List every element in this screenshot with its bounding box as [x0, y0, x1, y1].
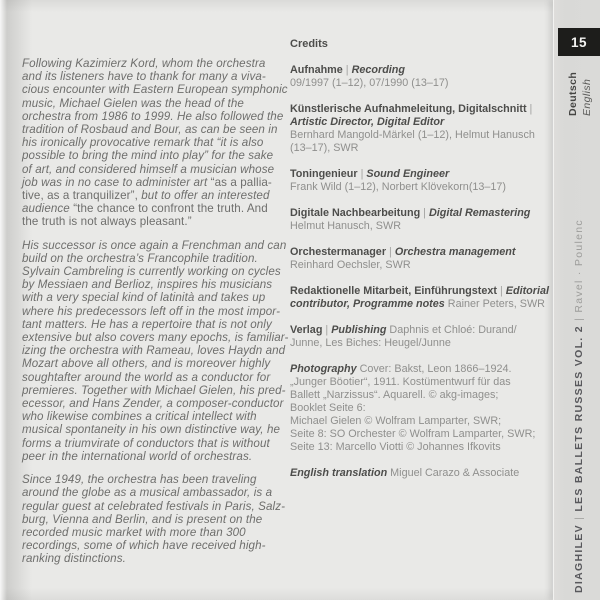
text-segment: where his predecessors left off in the most impor- — [22, 304, 281, 318]
credits-line — [290, 467, 554, 480]
article-line — [22, 450, 290, 463]
page-number: 15 — [570, 34, 588, 50]
credits-line — [290, 337, 554, 350]
text-segment: (13–17), SWR — [290, 142, 359, 154]
text-segment: Orchestra management — [394, 246, 516, 258]
credits-block — [290, 324, 554, 350]
language-label-english: English — [581, 78, 593, 116]
article-line — [22, 552, 290, 565]
text-segment: Since 1949, the orchestra has been traveling — [22, 473, 257, 487]
article-line — [22, 57, 290, 70]
text-segment: Helmut Hanusch, SWR — [290, 220, 402, 232]
article-line — [22, 526, 290, 539]
article-column — [22, 57, 290, 576]
text-segment: Publishing — [331, 324, 387, 336]
credits-line — [290, 103, 554, 116]
article-line — [22, 70, 290, 83]
article-line — [22, 110, 290, 123]
credits-line — [290, 441, 554, 454]
text-segment: Sylvain Cambreling is currently working on cycles — [22, 265, 281, 279]
article-line — [22, 539, 290, 552]
text-segment: Digital Remastering — [429, 207, 531, 219]
page-number-box — [558, 28, 600, 56]
article-line — [22, 397, 290, 410]
credits-line — [290, 402, 554, 415]
article-line — [22, 384, 290, 397]
credits-line — [290, 168, 554, 181]
article-line — [22, 423, 290, 436]
article-line — [22, 215, 290, 228]
spine-title-segment: LES BALLETS RUSSES VOL. 2 — [573, 325, 585, 512]
credits-block — [290, 168, 554, 194]
credits-block — [290, 285, 554, 311]
credits-line — [290, 415, 554, 428]
text-segment: who likewise combines a critical intellect with — [22, 410, 257, 424]
credits-line — [290, 285, 554, 298]
text-segment: Daphnis et Chloé: Durand/ — [386, 324, 517, 336]
credits-block — [290, 363, 554, 454]
text-segment: Bernhard Mangold-Märkel (1–12), Helmut Hanusch — [290, 129, 535, 141]
text-segment: cious encounter with Eastern European symphonic — [22, 83, 288, 97]
text-segment: Mozart above all others, and is moreover highly — [22, 357, 271, 371]
language-tab — [566, 62, 596, 116]
credits-line — [290, 389, 554, 402]
text-segment: regular guest at celebrated festivals in Paris, Salz- — [22, 499, 286, 513]
credits-block — [290, 64, 554, 90]
text-segment: orchestra from 1986 to 1999. He also followed the — [22, 109, 284, 123]
credits-line — [290, 181, 554, 194]
spine-title-segment: Ravel · Poulenc — [573, 219, 585, 313]
text-segment: his ironically provocative remark that “it is also — [22, 136, 264, 150]
text-segment: possible to bring the mind into play” for the sake — [22, 149, 274, 163]
text-segment: Digitale Nachbearbeitung — [290, 207, 421, 219]
article-line — [22, 291, 290, 304]
article-line — [22, 123, 290, 136]
text-segment: „Junger Böotier“, 1911. Kostümentwurf für das — [290, 376, 511, 388]
text-segment: Reinhard Oechsler, SWR — [290, 259, 411, 271]
text-segment: build on the orchestra’s Francophile tradition. — [22, 251, 258, 265]
credits-line — [290, 324, 554, 337]
text-segment: ecessor, and Hans Zender, a composer-conductor — [22, 397, 284, 411]
credits-block — [290, 103, 554, 155]
text-segment: Michael Gielen © Wolfram Lamparter, SWR; — [290, 415, 502, 427]
text-segment: Künstlerische Aufnahmeleitung, Digitalschnitt — [290, 103, 527, 115]
text-segment: contributor, Programme notes — [290, 298, 445, 310]
text-segment: tradition of Rosbaud and Bour, as can be seen in — [22, 123, 278, 137]
text-segment: Seite 13: Marcello Viotti © Johannes Ifkovits — [290, 441, 501, 453]
credits-heading: Credits — [290, 38, 328, 50]
spine-title-segment: | — [573, 511, 585, 525]
credits-line — [290, 220, 554, 233]
spine-title-segment: DIAGHILEV — [573, 524, 585, 593]
credits-line — [290, 142, 554, 155]
article-line — [22, 163, 290, 176]
text-segment: recorded music market with more than 300 — [22, 525, 246, 539]
credits-block — [290, 207, 554, 233]
text-segment: Recording — [351, 64, 405, 76]
article-line — [22, 318, 290, 331]
article-line — [22, 278, 290, 291]
credits-line — [290, 116, 554, 129]
text-segment: burg, Vienna and Berlin, and is present on the — [22, 512, 263, 526]
article-line — [22, 473, 290, 486]
text-segment: Frank Wild (1–12), Norbert Klövekorn(13–17) — [290, 181, 507, 193]
credits-line — [290, 246, 554, 259]
text-segment: of art, and considered himself a musician whose — [22, 162, 275, 176]
text-segment: Booklet Seite 6: — [290, 402, 366, 414]
paragraph — [22, 473, 290, 565]
credits-block — [290, 246, 554, 272]
text-segment: | — [342, 64, 352, 76]
article-line — [22, 331, 290, 344]
text-segment: but to offer an interested — [137, 189, 270, 203]
language-label-deutsch: Deutsch — [567, 71, 579, 116]
article-line — [22, 202, 290, 215]
text-segment: “as a pallia- — [210, 175, 272, 189]
text-segment: | — [496, 285, 506, 297]
text-segment: premieres. Together with Michael Gielen, his pred- — [22, 383, 286, 397]
text-segment: Toningenieur — [290, 168, 358, 180]
credits-line — [290, 129, 554, 142]
credits-block — [290, 467, 554, 480]
article-line — [22, 344, 290, 357]
article-line — [22, 513, 290, 526]
text-segment: Verlag — [290, 324, 323, 336]
article-line — [22, 265, 290, 278]
credits-line — [290, 77, 554, 90]
text-segment: | — [420, 207, 429, 219]
text-segment: Redaktionelle Mitarbeit, Einführungstext — [290, 285, 497, 297]
text-segment: music, Michael Gielen was the head of the — [22, 96, 244, 110]
text-segment: | — [526, 103, 533, 115]
text-segment: the truth is not always pleasant.” — [22, 215, 192, 229]
text-segment: Orchestermanager — [290, 246, 387, 258]
text-segment: extensive but also covers many epochs, is familiar- — [22, 331, 289, 345]
article-line — [22, 149, 290, 162]
text-segment: Seite 8: SO Orchester © Wolfram Lamparter, SWR; — [290, 428, 536, 440]
text-segment: | — [357, 168, 367, 180]
text-segment: tive, as a tranquilizer”, — [22, 189, 138, 203]
credits-line — [290, 259, 554, 272]
text-segment: and its listeners have to thank for many a viva- — [22, 70, 266, 84]
article-line — [22, 83, 290, 96]
text-segment: Artistic Director, Digital Editor — [290, 116, 445, 128]
paragraph — [22, 239, 290, 463]
text-segment: Miguel Carazo & Associate — [387, 467, 520, 479]
text-segment: Cover: Bakst, Leon 1866–1924. — [356, 363, 512, 375]
text-segment: Editorial — [505, 285, 549, 297]
article-line — [22, 500, 290, 513]
text-segment: Photography — [290, 363, 357, 375]
text-segment: with a very special kind of latinità and takes up — [22, 291, 266, 305]
text-segment: peer in the international world of orchestras. — [22, 449, 253, 463]
credits-line — [290, 298, 554, 311]
text-segment: 09/1997 (1–12), 07/1990 (13–17) — [290, 77, 449, 89]
text-segment: izing the orchestra with Rameau, loves Haydn and — [22, 344, 286, 358]
spine-title-segment: | — [573, 312, 585, 326]
article-line — [22, 252, 290, 265]
text-segment: “the chance to confront the truth. And — [73, 202, 268, 216]
text-segment: around the globe as a musical ambassador, is a — [22, 486, 273, 500]
article-line — [22, 239, 290, 252]
article-line — [22, 176, 290, 189]
text-segment: soughtafter around the world as a conductor for — [22, 370, 271, 384]
text-segment: English translation — [290, 467, 388, 479]
article-line — [22, 371, 290, 384]
article-line — [22, 189, 290, 202]
credits-line — [290, 428, 554, 441]
text-segment: Aufnahme — [290, 64, 343, 76]
text-segment: by Messiaen and Berlioz, inspires his musicians — [22, 278, 273, 292]
text-segment: Rainer Peters, SWR — [444, 298, 545, 310]
text-segment: audience — [22, 202, 74, 216]
article-line — [22, 486, 290, 499]
text-segment: His successor is once again a Frenchman and can — [22, 238, 287, 252]
article-line — [22, 410, 290, 423]
article-line — [22, 357, 290, 370]
credits-line — [290, 207, 554, 220]
credits-block-list — [290, 64, 554, 480]
text-segment: tant matters. He has a repertoire that is not only — [22, 317, 272, 331]
article-line — [22, 305, 290, 318]
credits-line — [290, 64, 554, 77]
text-segment: job was in no case to administer art — [22, 175, 211, 189]
credits-column — [290, 38, 554, 493]
text-segment: Following Kazimierz Kord, whom the orchestra — [22, 57, 266, 70]
article-line — [22, 97, 290, 110]
text-segment: | — [322, 324, 332, 336]
text-segment: recordings, some of which have received high- — [22, 539, 266, 553]
credits-line — [290, 363, 554, 376]
paragraph — [22, 57, 290, 229]
text-segment: ranking distinctions. — [22, 552, 126, 566]
text-segment: Sound Engineer — [366, 168, 450, 180]
spine-title — [571, 219, 587, 593]
text-segment: forms a triumvirate of conductors that is without — [22, 436, 270, 450]
text-segment: musical spontaneity in his own distinctive way, he — [22, 423, 281, 437]
text-segment: Junne, Les Biches: Heugel/Junne — [290, 337, 451, 349]
article-line — [22, 437, 290, 450]
article-line — [22, 136, 290, 149]
credits-line — [290, 376, 554, 389]
text-segment: Ballett „Narzissus“. Aquarell. © akg-images; — [290, 389, 499, 401]
text-segment: | — [386, 246, 395, 258]
